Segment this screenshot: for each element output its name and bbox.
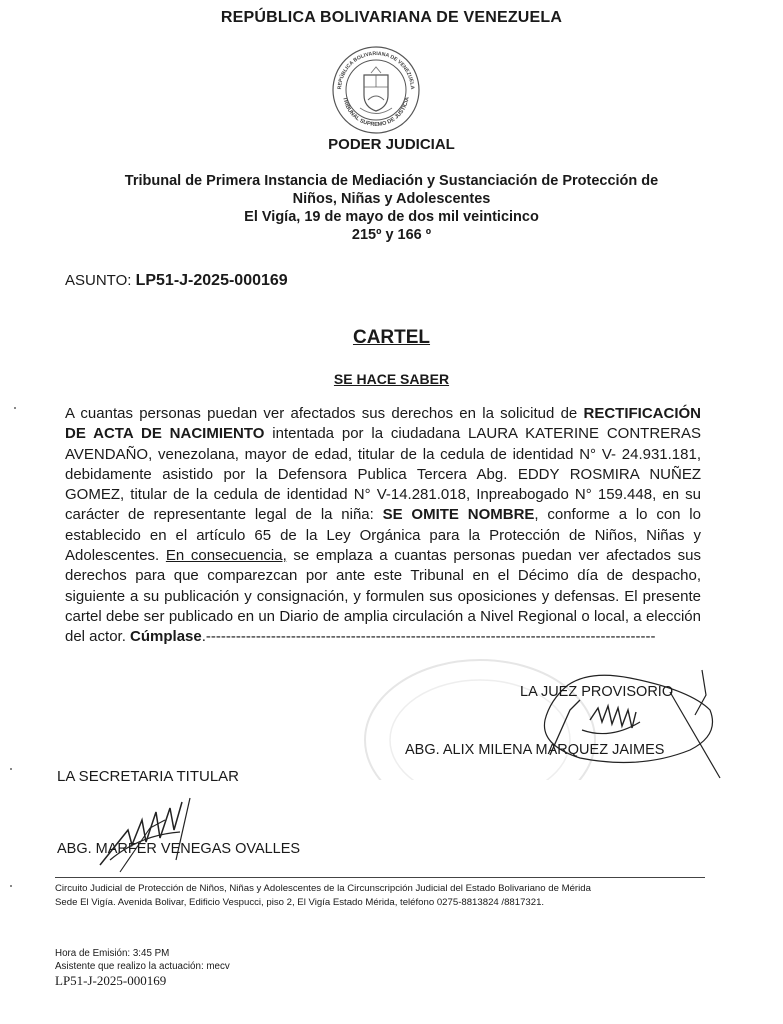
- tribunal-heading-block: [0, 172, 783, 244]
- judge-name: ABG. ALIX MILENA MARQUEZ JAIMES: [405, 742, 665, 758]
- tribunal-line-1: Tribunal de Primera Instancia de Mediación y Sustanciación de Protección de: [124, 173, 659, 189]
- scan-speck: [10, 885, 12, 887]
- tribunal-line-2: Niños, Niñas y Adolescentes: [292, 191, 491, 207]
- asunto-label: ASUNTO:: [65, 272, 132, 289]
- judge-title: LA JUEZ PROVISORIO: [520, 684, 674, 700]
- republic-heading: REPÚBLICA BOLIVARIANA DE VENEZUELA: [220, 9, 563, 26]
- secretary-signature: [90, 790, 220, 880]
- document-subtitle: SE HACE SABER: [333, 371, 450, 387]
- scan-speck: [10, 768, 12, 770]
- body-consequence: En consecuencia,: [165, 547, 287, 565]
- svg-text:TRIBUNAL SUPREMO DE JUSTICIA: TRIBUNAL SUPREMO DE JUSTICIA: [341, 96, 411, 129]
- secretary-title: LA SECRETARIA TITULAR: [57, 768, 239, 785]
- body-text-2: intentada por la ciudadana LAURA KATERINE CONTRERAS AVENDAÑO, venezolana, mayor de edad, titular de la cedula de identidad N° V- 24.931.181, debidamente asistido por la Defensora Publica Tercera Abg. EDDY ROSMIRA NUÑEZ GOMEZ, titular de la cedula de identidad N° V-14.281.018, Inpreabogado N° 159.448, en su carácter de representante legal de la niña:: [65, 425, 701, 524]
- secretary-name: ABG. MARFER VENEGAS OVALLES: [57, 841, 301, 857]
- judge-signature: [520, 660, 740, 790]
- place-date: El Vigía, 19 de mayo de dos mil veinticinco: [244, 209, 539, 225]
- bottom-case-number: LP51-J-2025-000169: [55, 973, 167, 988]
- body-text-1: A cuantas personas puedan ver afectados sus derechos en la solicitud de: [65, 405, 584, 422]
- body-cumplase: Cúmplase: [130, 628, 202, 646]
- document-title: CARTEL: [352, 327, 431, 348]
- footer-divider: [55, 877, 705, 878]
- case-number: LP51-J-2025-000169: [135, 272, 288, 289]
- emission-time: Hora de Emisión: 3:45 PM: [55, 948, 170, 959]
- years: 215º y 166 º: [351, 227, 432, 243]
- tsj-seal-logo: [331, 45, 421, 135]
- scan-speck: [14, 407, 16, 409]
- footer-address-line-2: Sede El Vigía. Avenida Bolivar, Edificio Vespucci, piso 2, El Vigía Estado Mérida, teléfono 0275-8813824 /8817321.: [55, 897, 545, 908]
- body-text-3: , conforme a lo con lo establecido en el artículo 65 de la Ley Orgánica para la Protección de Niños, Niñas y Adolescentes.: [65, 506, 701, 565]
- case-reference: [65, 272, 288, 290]
- body-paragraph: [65, 404, 701, 648]
- body-request-type: RECTIFICACIÓN DE ACTA DE NACIMIENTO: [65, 405, 701, 443]
- body-text-4: se emplaza a cuantas personas puedan ver afectados sus derechos para que comparezcan por ante este Tribunal en el Décimo día de despacho, siguiente a su publicación y consignación, y formulen sus oposiciones y defensas. El presente cartel debe ser publicado en un Diario de amplia circulación a Nivel Regional o local, a elección del actor.: [65, 547, 701, 646]
- assistant-initials: Asistente que realizo la actuación: mecv: [55, 961, 230, 972]
- poder-judicial-heading: PODER JUDICIAL: [328, 136, 455, 153]
- footer-address-line-1: Circuito Judicial de Protección de Niños, Niñas y Adolescentes de la Circunscripción Judicial del Estado Bolivariano de Mérida: [55, 883, 591, 894]
- svg-text:REPÚBLICA BOLIVARIANA DE VENEZ: REPÚBLICA BOLIVARIANA DE VENEZUELA: [336, 50, 416, 90]
- body-name-omitted: SE OMITE NOMBRE: [382, 506, 535, 524]
- body-dashes: .------------------------------------------------------------------------------------------: [201, 628, 656, 646]
